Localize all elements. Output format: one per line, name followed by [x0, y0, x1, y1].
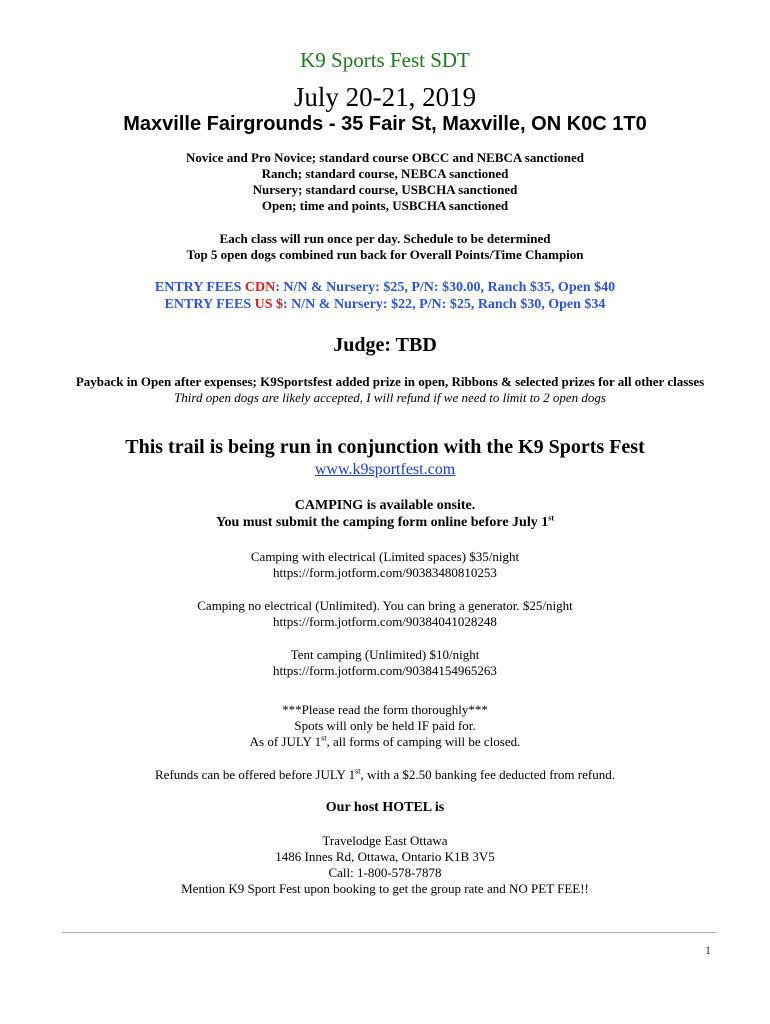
notice-closing-a: As of JULY 1 — [249, 734, 322, 749]
camping-option — [0, 549, 770, 581]
event-title: K9 Sports Fest SDT — [300, 48, 470, 72]
payback-text: Payback in Open after expenses; K9Sportsfest added prize in open, Ribbons & selected prizes for all other classes — [75, 374, 705, 389]
class-item: Nursery; standard course, USBCHA sanctioned — [252, 182, 518, 197]
schedule-line: Top 5 open dogs combined run back for Overall Points/Time Champion — [186, 247, 584, 262]
class-item: Ranch; standard course, NEBCA sanctioned — [261, 166, 509, 181]
class-item: Novice and Pro Novice; standard course OBCC and NEBCA sanctioned — [185, 150, 585, 165]
refund-text-a: Refunds can be offered before JULY 1 — [155, 767, 356, 782]
camping-option-label: Camping with electrical (Limited spaces) $35/night — [250, 549, 520, 564]
footer-divider — [62, 932, 716, 933]
fees-cdn-details: : N/N & Nursery: $25, P/N: $30.00, Ranch $35, Open $40 — [275, 280, 616, 295]
judge-heading: Judge: TBD — [333, 334, 437, 356]
camping-option-url[interactable]: https://form.jotform.com/90384154965263 — [273, 663, 497, 678]
class-item: Open; time and points, USBCHA sanctioned — [261, 198, 509, 213]
notice-read-form: ***Please read the form thoroughly*** — [282, 702, 488, 717]
refund-policy — [0, 767, 770, 783]
camping-option-url[interactable]: https://form.jotform.com/90383480810253 — [273, 565, 497, 580]
fees-label: ENTRY FEES — [164, 297, 255, 312]
camping-option-label: Tent camping (Unlimited) $10/night — [290, 647, 480, 662]
camping-line2-text: You must submit the camping form online before July 1 — [215, 515, 549, 530]
entry-fees — [0, 279, 770, 313]
currency-us: US $ — [254, 297, 284, 312]
hotel-name: Travelodge East Ottawa — [322, 833, 448, 848]
camping-line1: CAMPING is available onsite. — [294, 498, 476, 513]
entry-fees-us — [0, 296, 770, 313]
ordinal-suffix: st — [321, 733, 327, 743]
camping-option-url[interactable]: https://form.jotform.com/90384041028248 — [273, 614, 497, 629]
event-date: July 20-21, 2019 — [293, 82, 477, 112]
camping-option-label: Camping no electrical (Unlimited). You can bring a generator. $25/night — [197, 598, 573, 613]
camping-heading — [0, 497, 770, 531]
camping-option — [0, 647, 770, 679]
notice-paid-spots: Spots will only be held IF paid for. — [294, 718, 476, 733]
hotel-heading: Our host HOTEL is — [325, 800, 445, 815]
schedule-line: Each class will run once per day. Schedule to be determined — [219, 231, 551, 246]
hotel-note: Mention K9 Sport Fest upon booking to get the group rate and NO PET FEE!! — [181, 881, 589, 896]
page-number: 1 — [705, 943, 711, 957]
ordinal-suffix: st — [355, 766, 361, 776]
notice-closing-b: , all forms of camping will be closed. — [326, 734, 521, 749]
camping-option — [0, 598, 770, 630]
camping-line2 — [0, 514, 770, 531]
schedule-block — [0, 231, 770, 263]
currency-cdn: CDN — [244, 280, 276, 295]
fees-label: ENTRY FEES — [154, 280, 245, 295]
website-link[interactable]: www.k9sportfest.com — [314, 461, 456, 478]
hotel-phone: Call: 1-800-578-7878 — [328, 865, 442, 880]
event-venue: Maxville Fairgrounds - 35 Fair St, Maxville, ON K0C 1T0 — [123, 113, 647, 135]
trail-heading: This trail is being run in conjunction with the K9 Sports Fest — [125, 436, 645, 458]
fees-us-details: : N/N & Nursery: $22, P/N: $25, Ranch $30, Open $34 — [283, 297, 606, 312]
refund-text-b: , with a $2.50 banking fee deducted from refund. — [360, 767, 615, 782]
hotel-address: 1486 Innes Rd, Ottawa, Ontario K1B 3V5 — [275, 849, 495, 864]
payback-block — [70, 374, 710, 406]
class-list — [0, 150, 770, 214]
hotel-details — [0, 833, 770, 897]
payback-note: Third open dogs are likely accepted, I will refund if we need to limit to 2 open dogs — [174, 390, 606, 405]
entry-fees-cdn — [0, 279, 770, 296]
ordinal-suffix: st — [548, 513, 555, 523]
notice-closing — [0, 734, 770, 750]
camping-notices — [0, 702, 770, 750]
